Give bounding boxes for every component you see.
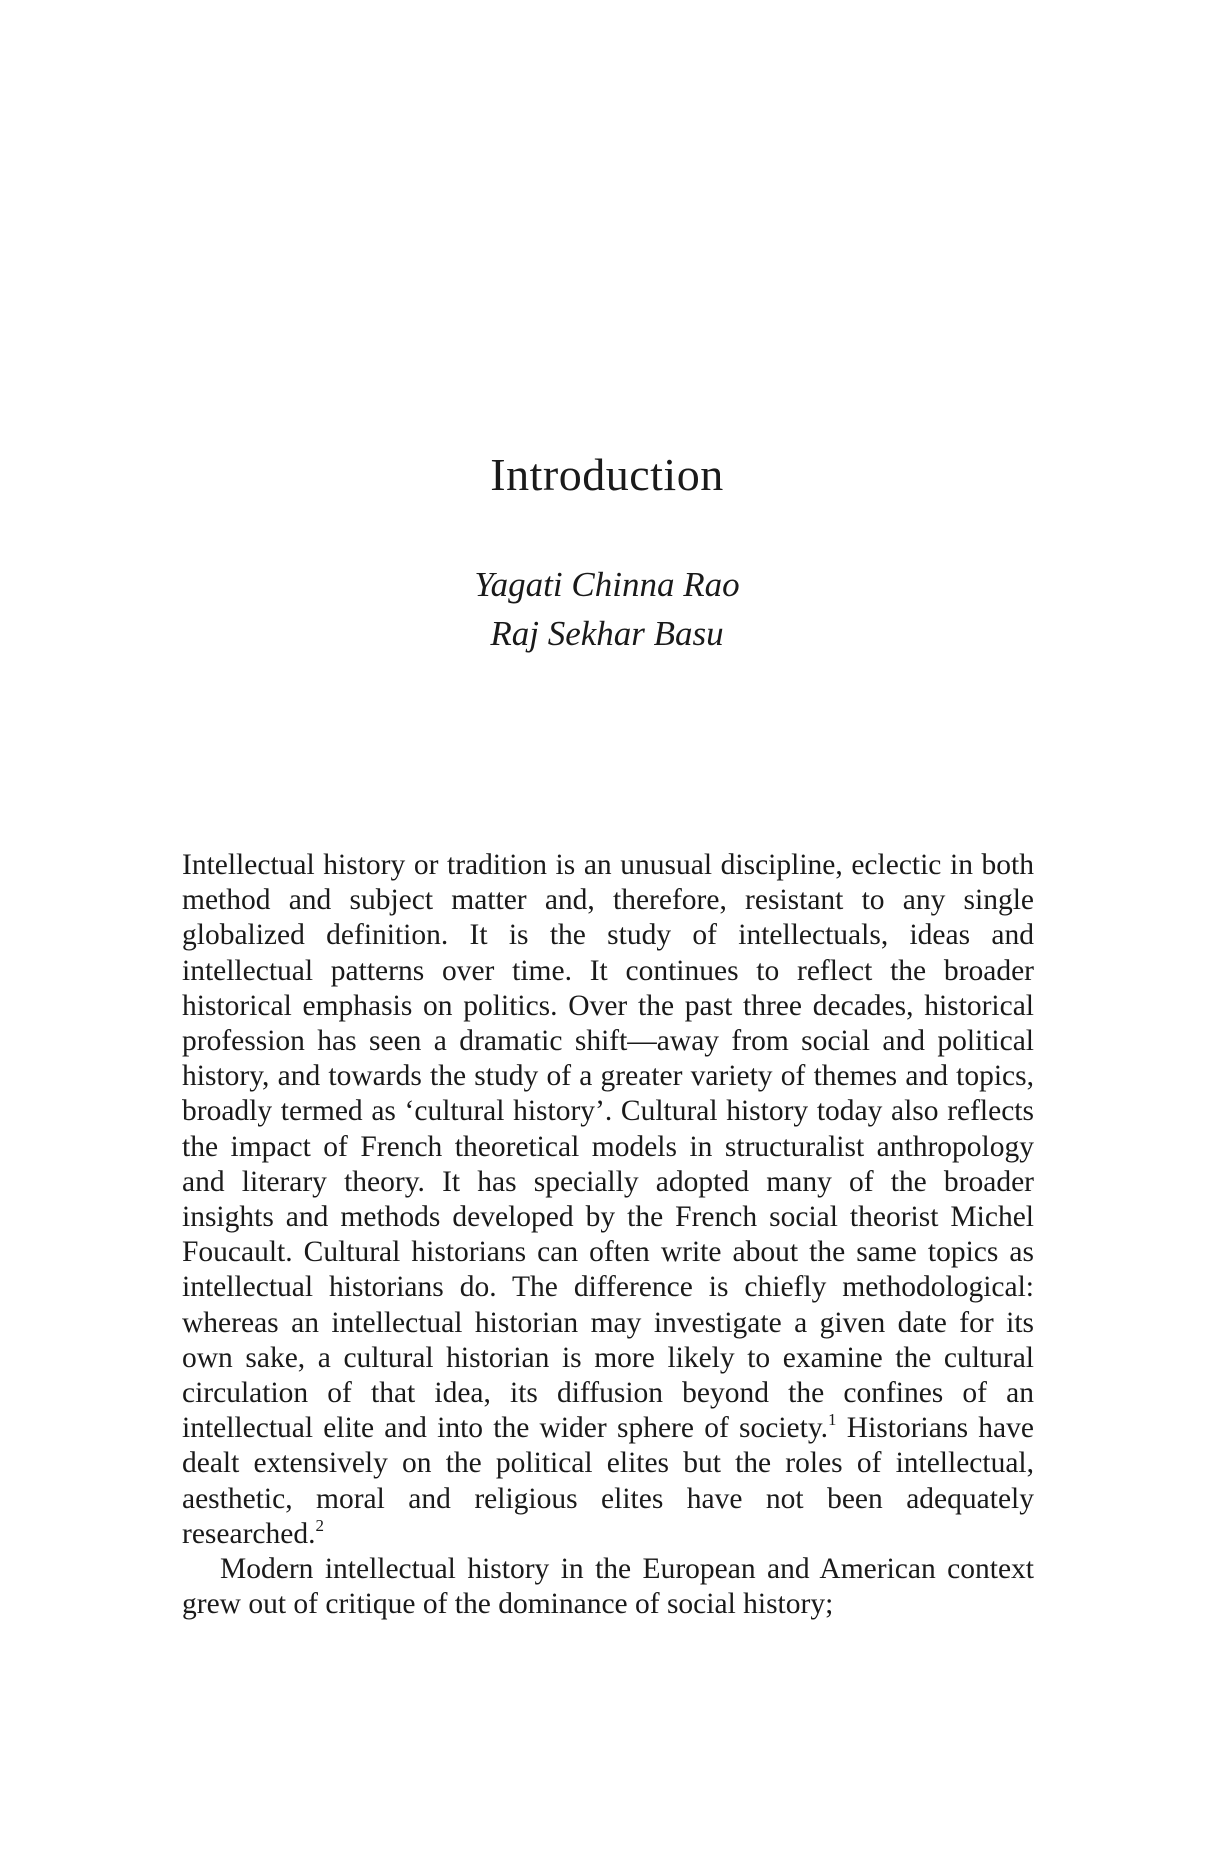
footnote-marker-1: 1 bbox=[828, 1410, 837, 1430]
paragraph-1-text-b: Historians have dealt extensively on the political elites but the roles of intellectual, aesthetic, moral and religious elites have not been adequately researched. bbox=[182, 1412, 1034, 1550]
chapter-title: Introduction bbox=[490, 449, 724, 500]
paragraph-2: Modern intellectual history in the European and American context grew out of critique of the dominance of social history; bbox=[182, 1553, 1034, 1621]
paragraph-1-text-a: Intellectual history or tradition is an unusual discipline, eclectic in both method and subject matter and, therefore, resistant to any single globalized definition. It is the study of intellectuals, ideas and intellectual patterns over time. It continues to reflect the broader historical emphasis on politics. Over the past three decades, historical profession has seen a dramatic shift—away from social and political history, and towards the study of a greater variety of themes and topics, broadly termed as ‘cultural history’. Cultural history today also reflects the impact of French theoretical models in structuralist anthropology and literary theory. It has specially adopted many of the broader insights and methods developed by the French social theorist Michel Foucault. Cultural historians can often write about the same topics as intellectual historians do. The difference is chiefly methodological: whereas an intellectual historian may investigate a given date for its own sake, a cultural historian is more likely to examine the cultural circulation of that idea, its diffusion beyond the confines of an intellectual elite and into the wider sphere of society. bbox=[182, 849, 1034, 1445]
body-text bbox=[182, 848, 1034, 1622]
paragraph-1 bbox=[182, 848, 1034, 1552]
author-name-2: Raj Sekhar Basu bbox=[490, 614, 724, 653]
footnote-marker-2: 2 bbox=[315, 1515, 324, 1535]
author-name-1: Yagati Chinna Rao bbox=[474, 565, 740, 604]
chapter-authors bbox=[0, 560, 1214, 658]
